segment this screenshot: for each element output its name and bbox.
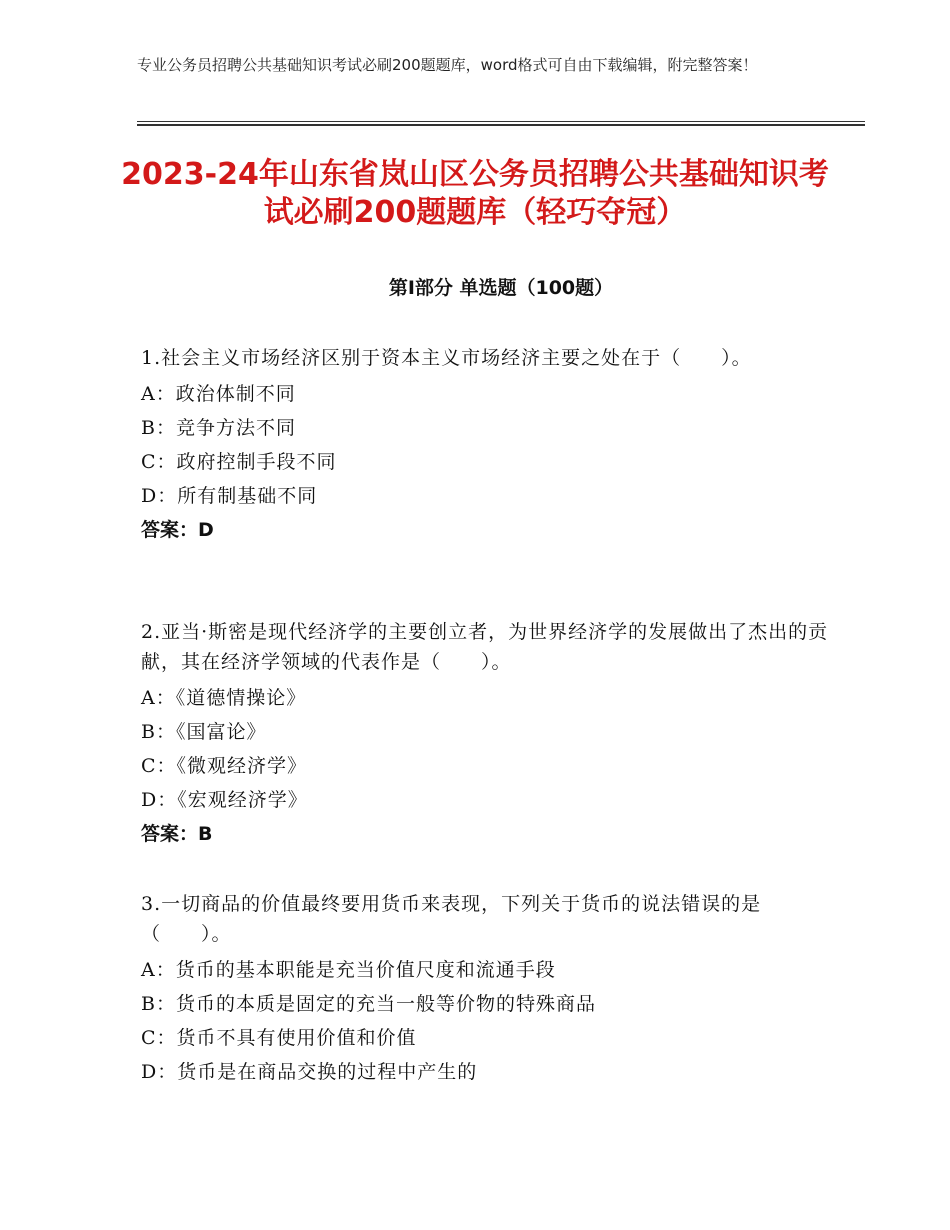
- option-a: A：货币的基本职能是充当价值尺度和流通手段: [141, 959, 556, 981]
- option-d: D：所有制基础不同: [141, 485, 318, 507]
- header-divider: [137, 121, 865, 122]
- option-c: C：《微观经济学》: [141, 755, 308, 777]
- section-title: 第Ⅰ部分 单选题（100题）: [388, 277, 614, 299]
- option-c: C：政府控制手段不同: [141, 451, 337, 473]
- page-header-note: 专业公务员招聘公共基础知识考试必刷200题题库，word格式可自由下载编辑，附完整答案！: [137, 56, 758, 74]
- option-b: B：竞争方法不同: [141, 417, 296, 439]
- option-b: B：《国富论》: [141, 721, 267, 743]
- document-title: 2023-24年山东省岚山区公务员招聘公共基础知识考试必刷200题题库（轻巧夺冠）: [121, 157, 829, 230]
- question-stem: 1.社会主义市场经济区别于资本主义市场经济主要之处在于（ ）。: [141, 347, 752, 369]
- option-c: C：货币不具有使用价值和价值: [141, 1027, 417, 1049]
- question-1: [141, 343, 841, 547]
- question-stem: 2.亚当·斯密是现代经济学的主要创立者，为世界经济学的发展做出了杰出的贡献，其在经济学领域的代表作是（ ）。: [141, 621, 829, 673]
- option-a: A：《道德情操论》: [141, 687, 307, 709]
- question-2: [141, 617, 841, 851]
- answer: 答案：B: [141, 823, 213, 845]
- answer: 答案：D: [141, 519, 214, 541]
- question-3: [141, 889, 841, 1089]
- option-a: A：政治体制不同: [141, 383, 296, 405]
- option-d: D：货币是在商品交换的过程中产生的: [141, 1061, 478, 1083]
- header-divider-thick: [137, 124, 865, 126]
- option-b: B：货币的本质是固定的充当一般等价物的特殊商品: [141, 993, 596, 1015]
- question-stem: 3.一切商品的价值最终要用货币来表现，下列关于货币的说法错误的是（ ）。: [141, 893, 762, 945]
- option-d: D：《宏观经济学》: [141, 789, 308, 811]
